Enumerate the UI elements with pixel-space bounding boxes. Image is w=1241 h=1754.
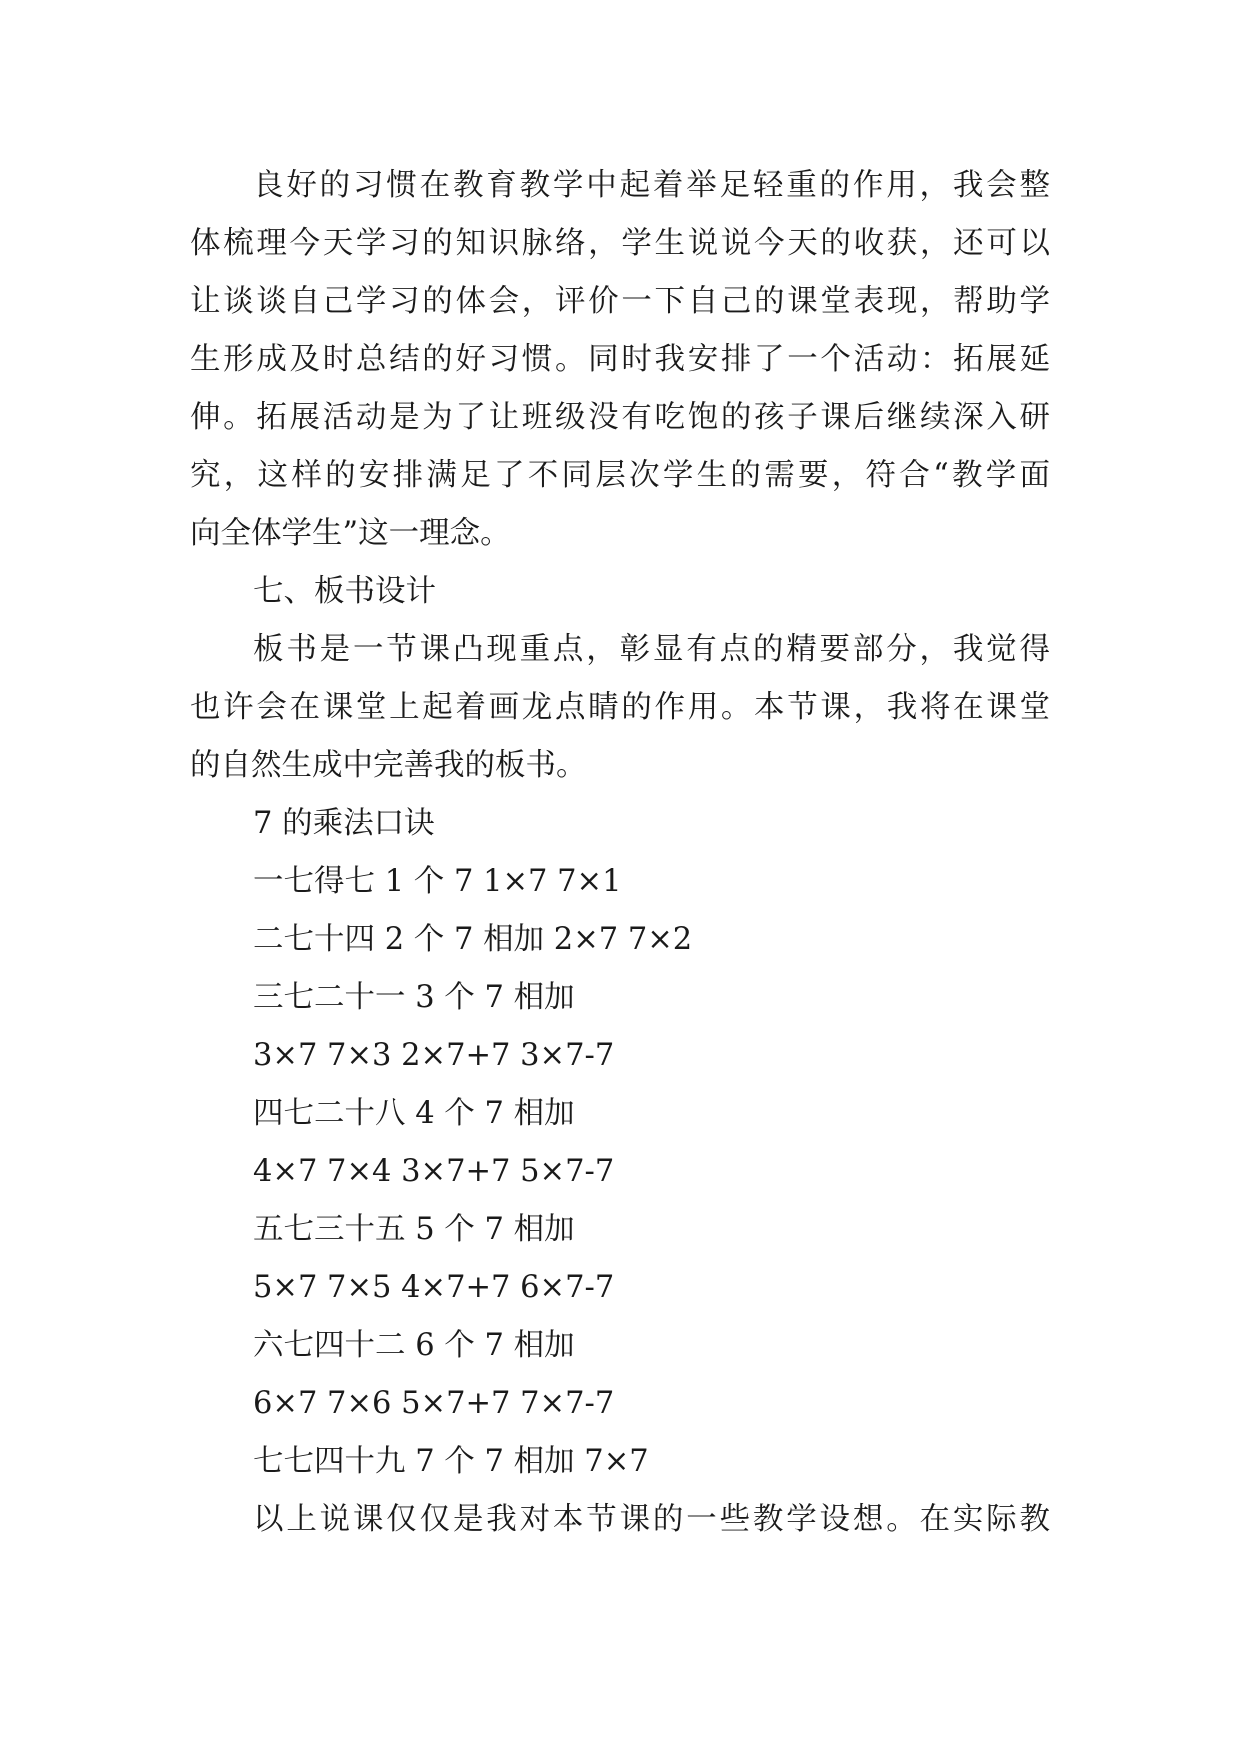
- paragraph-line: 生形成及时总结的好习惯。同时我安排了一个活动：拓展延: [190, 342, 1050, 377]
- board-line: 一七得七 1 个 7 1×7 7×1: [253, 864, 622, 899]
- paragraph-line: 体梳理今天学习的知识脉络，学生说说今天的收获，还可以: [190, 226, 1050, 261]
- paragraph-line: 究，这样的安排满足了不同层次学生的需要，符合“教学面: [190, 458, 1050, 493]
- paragraph-line: 以上说课仅仅是我对本节课的一些教学设想。在实际教: [253, 1502, 1050, 1537]
- board-line: 6×7 7×6 5×7+7 7×7-7: [253, 1386, 615, 1421]
- paragraph-line: 让谈谈自己学习的体会，评价一下自己的课堂表现，帮助学: [190, 284, 1050, 319]
- board-line: 三七二十一 3 个 7 相加: [253, 980, 575, 1015]
- board-line: 3×7 7×3 2×7+7 3×7-7: [253, 1038, 615, 1073]
- board-line: 4×7 7×4 3×7+7 5×7-7: [253, 1154, 615, 1189]
- board-line: 五七三十五 5 个 7 相加: [253, 1212, 575, 1247]
- board-line: 5×7 7×5 4×7+7 6×7-7: [253, 1270, 615, 1305]
- paragraph-line: 向全体学生”这一理念。: [190, 516, 511, 551]
- section-heading: 七、板书设计: [253, 574, 436, 609]
- paragraph-line: 的自然生成中完善我的板书。: [190, 748, 587, 783]
- board-line: 六七四十二 6 个 7 相加: [253, 1328, 575, 1363]
- board-title: 7 的乘法口诀: [253, 806, 435, 841]
- board-line: 二七十四 2 个 7 相加 2×7 7×2: [253, 922, 693, 957]
- paragraph-line: 板书是一节课凸现重点，彰显有点的精要部分，我觉得: [253, 632, 1050, 667]
- board-line: 七七四十九 7 个 7 相加 7×7: [253, 1444, 649, 1479]
- paragraph-line: 良好的习惯在教育教学中起着举足轻重的作用，我会整: [253, 168, 1050, 203]
- paragraph-line: 也许会在课堂上起着画龙点睛的作用。本节课，我将在课堂: [190, 690, 1050, 725]
- board-line: 四七二十八 4 个 7 相加: [253, 1096, 575, 1131]
- paragraph-line: 伸。拓展活动是为了让班级没有吃饱的孩子课后继续深入研: [190, 400, 1050, 435]
